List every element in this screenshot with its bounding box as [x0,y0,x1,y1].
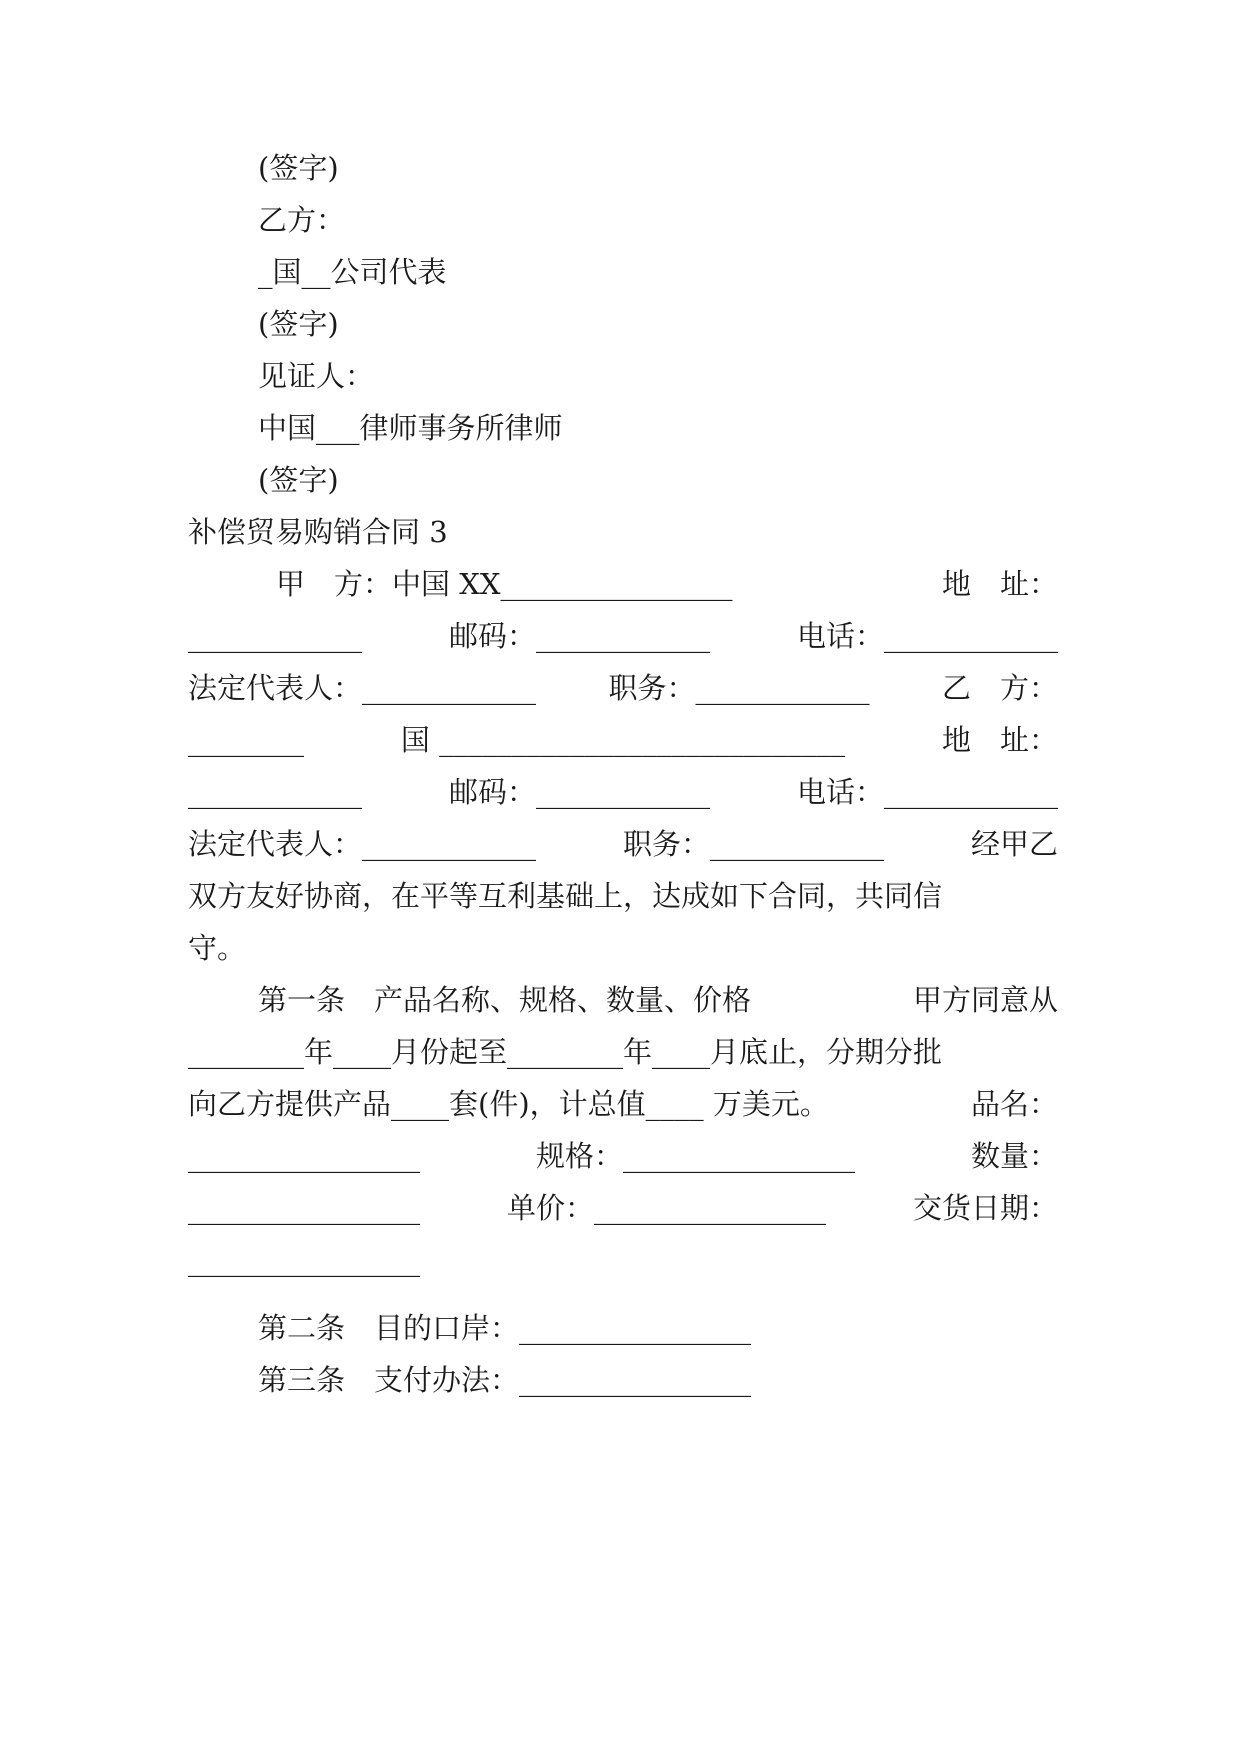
party-b-row [188,722,1058,758]
article-3: 第三条 支付办法：________________ [258,1363,752,1397]
article-1-supply: 向乙方提供产品____套(件)，计总值____ 万美元。 [188,1087,829,1121]
agreement-text: 双方友好协商，在平等互利基础上，达成如下合同，共同信 [188,879,943,913]
party-b-address-field: ____________ [188,775,362,809]
party-a-rep-row [188,670,1058,706]
article-1-heading: 第一条 产品名称、规格、数量、价格 [258,983,752,1017]
product-spec-row [188,1138,1058,1174]
party-a-row [276,566,1058,602]
article-1-row [258,982,1058,1018]
product-spec: 规格：________________ [535,1139,855,1173]
signature-line-2: (签字) [258,307,339,341]
party-a-address-label: 地 址： [941,567,1058,601]
product-name-label: 品名： [970,1087,1058,1121]
product-quantity-label: 数量： [970,1139,1058,1173]
product-name-field: ________________ [188,1139,420,1173]
party-a-phone: 电话：____________ [796,619,1058,653]
party-b-legal-rep: 法定代表人：____________ [188,827,537,861]
party-b-name-field: ________ [188,723,304,757]
signature-line-3: (签字) [258,463,339,497]
party-b-position: 职务：____________ [622,827,884,861]
article-2: 第二条 目的口岸：________________ [258,1311,752,1345]
party-b-label-2: 乙 方： [941,671,1058,705]
party-a-contact-row [188,618,1058,654]
delivery-date-field: ________________ [188,1243,420,1277]
party-b-label: 乙方： [258,203,346,237]
party-a-address-field: ____________ [188,619,362,653]
party-a-postcode: 邮码：____________ [448,619,710,653]
product-price-row [188,1190,1058,1226]
party-b-address-label: 地 址： [941,723,1058,757]
article-1-supply-row [188,1086,1058,1122]
signature-line-1: (签字) [258,151,339,185]
article-1-period: ________年____月份起至________年____月底止，分期分批 [188,1035,943,1069]
party-b-country: 国 ____________________________ [400,723,846,757]
article-1-intro: 甲方同意从 [912,983,1058,1017]
delivery-date-label: 交货日期： [912,1191,1058,1225]
party-a-legal-rep: 法定代表人：____________ [188,671,537,705]
party-b-rep-row [188,826,1058,862]
party-b-company-rep: _国__公司代表 [258,255,447,289]
party-b-postcode: 邮码：____________ [448,775,710,809]
party-b-contact-row [188,774,1058,810]
agreement-text-end: 守。 [188,931,247,965]
product-quantity-field: ________________ [188,1191,420,1225]
party-b-phone: 电话：____________ [796,775,1058,809]
witness-label: 见证人： [258,359,375,393]
agreement-intro: 经甲乙 [970,827,1058,861]
contract-title: 补偿贸易购销合同 3 [188,515,448,549]
party-a-position: 职务：____________ [608,671,870,705]
product-unit-price: 单价：________________ [506,1191,826,1225]
witness-lawyer: 中国___律师事务所律师 [258,411,563,445]
party-a-name: 甲 方：中国 XX________________ [276,567,733,601]
